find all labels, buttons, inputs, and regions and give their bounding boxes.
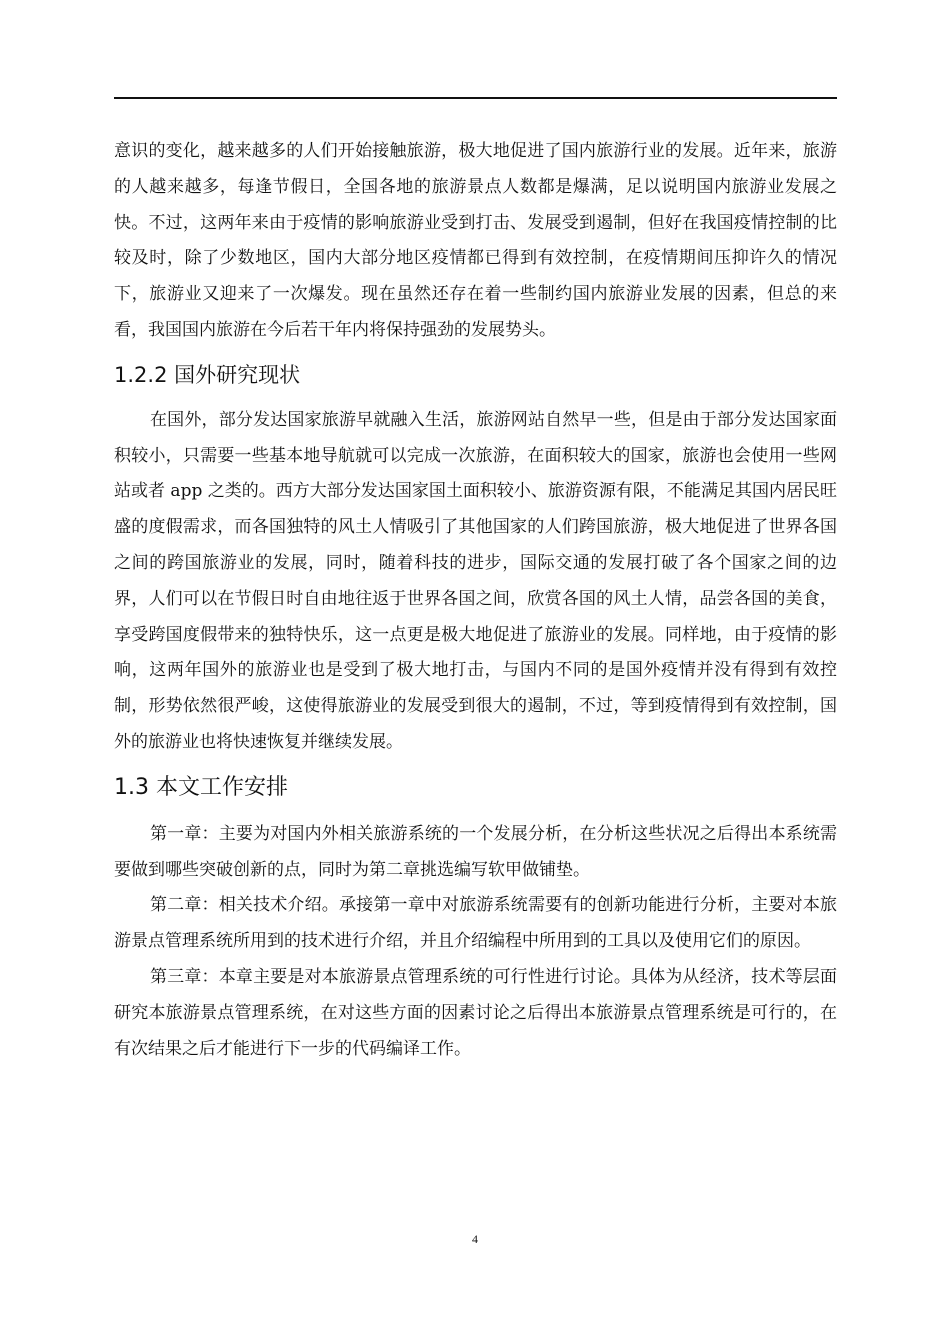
chapter-2-paragraph: 第二章：相关技术介绍。承接第一章中对旅游系统需要有的创新功能进行分析，主要对本旅游景点管理系统所用到的技术进行介绍，并且介绍编程中所用到的工具以及使用它们的原因。	[114, 895, 837, 952]
intro-paragraph: 意识的变化，越来越多的人们开始接触旅游，极大地促进了国内旅游行业的发展。近年来，旅游的人越来越多，每逢节假日，全国各地的旅游景点人数都是爆满，足以说明国内旅游业发展之快。不过，这两年来由于疫情的影响旅游业受到打击、发展受到遏制，但好在我国疫情控制的比较及时，除了少数地区，国内大部分地区疫情都已得到有效控制，在疫情期间压抑许久的情况下，旅游业又迎来了一次爆发。现在虽然还存在着一些制约国内旅游业发展的因素，但总的来看，我国国内旅游在今后若干年内将保持强劲的发展势头。	[114, 141, 837, 340]
section-1-2-2-paragraph: 在国外，部分发达国家旅游早就融入生活，旅游网站自然早一些，但是由于部分发达国家面积较小，只需要一些基本地导航就可以完成一次旅游，在面积较大的国家，旅游也会使用一些网站或者 app 之类的。西方大部分发达国家国土面积较小、旅游资源有限，不能满足其国内居民旺盛的度假需求，而各国独特的风土人情吸引了其他国家的人们跨国旅游，极大地促进了世界各国之间的跨国旅游业的发展，同时，随着科技的进步，国际交通的发展打破了各个国家之间的边界，人们可以在节假日时自由地往返于世界各国之间，欣赏各国的风土人情，品尝各国的美食，享受跨国度假带来的独特快乐，这一点更是极大地促进了旅游业的发展。同样地，由于疫情的影响，这两年国外的旅游业也是受到了极大地打击，与国内不同的是国外疫情并没有得到有效控制，形势依然很严峻，这使得旅游业的发展受到很大的遏制，不过，等到疫情得到有效控制，国外的旅游业也将快速恢复并继续发展。	[114, 409, 837, 752]
chapter-3-paragraph: 第三章：本章主要是对本旅游景点管理系统的可行性进行讨论。具体为从经济，技术等层面研究本旅游景点管理系统，在对这些方面的因素讨论之后得出本旅游景点管理系统是可行的，在有次结果之后才能进行下一步的代码编译工作。	[114, 966, 837, 1059]
chapter-1-paragraph: 第一章：主要为对国内外相关旅游系统的一个发展分析，在分析这些状况之后得出本系统需要做到哪些突破创新的点，同时为第二章挑选编写软甲做铺垫。	[114, 823, 837, 880]
section-heading-1-3: 1.3 本文工作安排	[114, 774, 288, 800]
page-body	[114, 134, 837, 1067]
page-number: 4	[472, 1232, 478, 1246]
header-rule	[114, 97, 837, 99]
section-heading-1-2-2: 1.2.2 国外研究现状	[114, 362, 301, 387]
